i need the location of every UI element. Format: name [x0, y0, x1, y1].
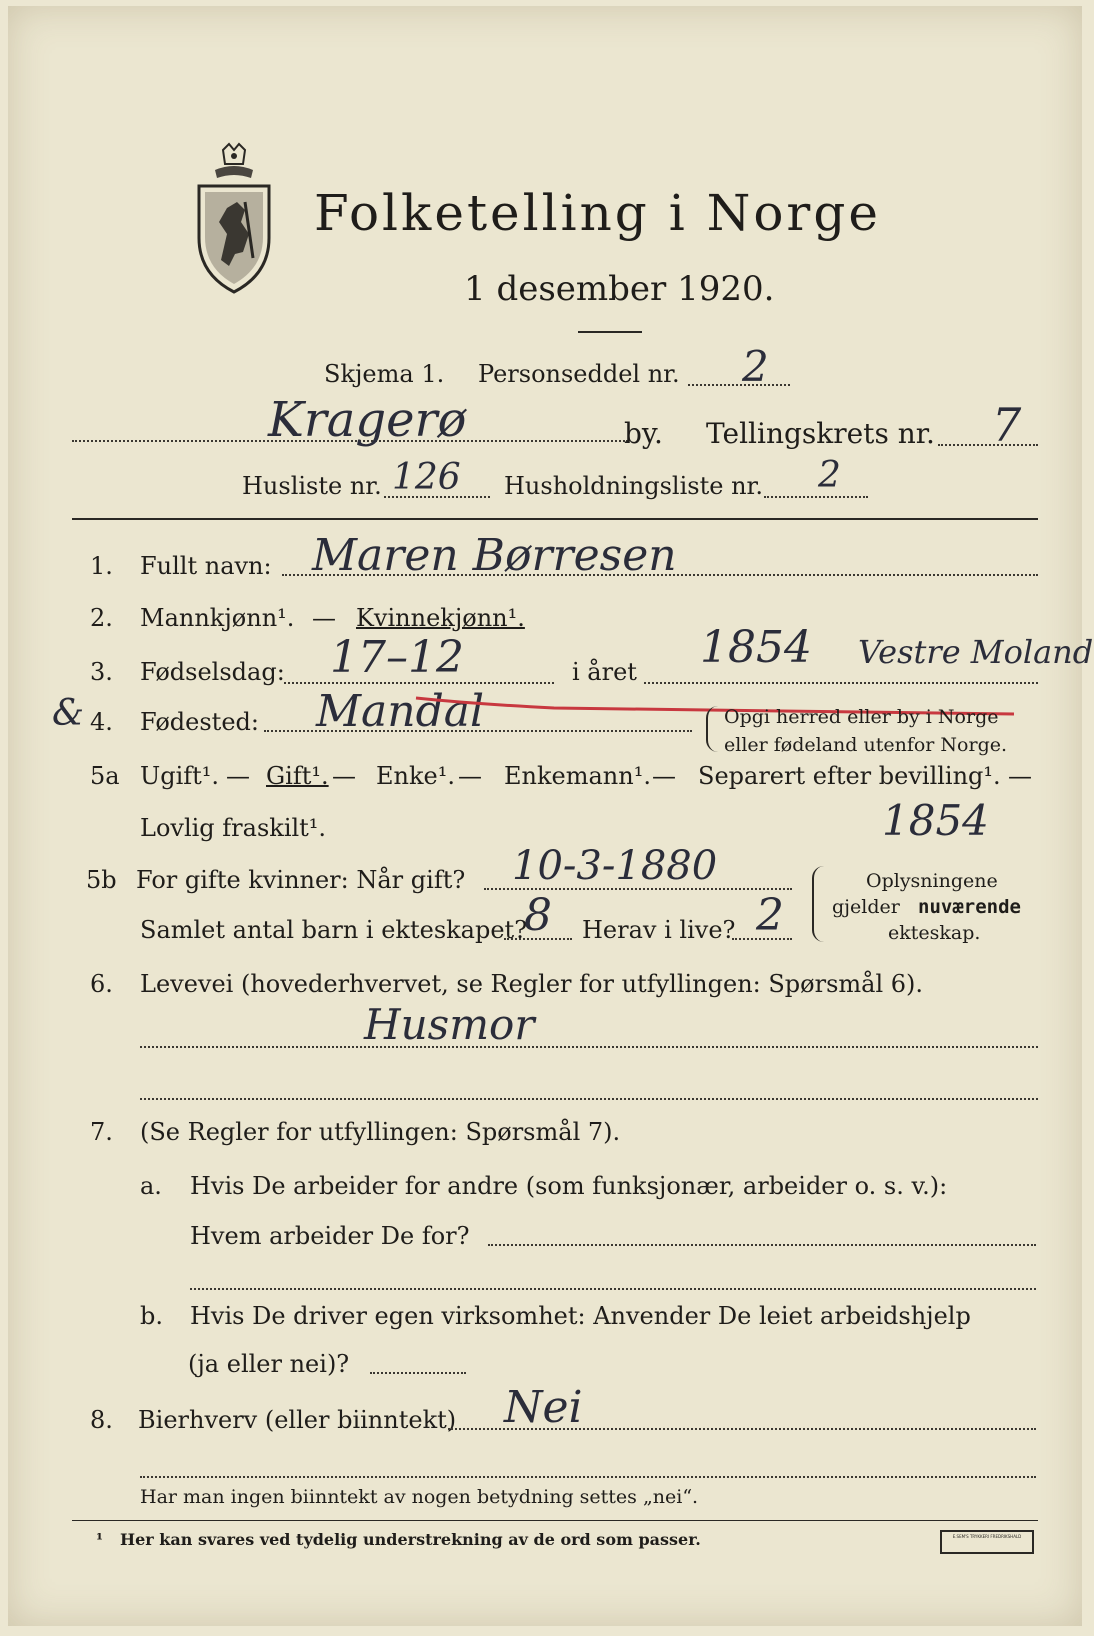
q5a-lovlig: Lovlig fraskilt¹. [140, 814, 327, 842]
q5a-enke: Enke¹. [376, 762, 455, 790]
form-title: Folketelling i Norge [314, 184, 881, 242]
q4-margin-mark: & [52, 693, 85, 734]
q5a-dash-1: — [226, 762, 250, 790]
q6-line-2 [140, 1098, 1038, 1100]
q3-aaret-line [644, 682, 1038, 684]
q2-kvinne: Kvinnekjønn¹. [356, 604, 525, 632]
q6-occupation-value: Husmor [364, 1000, 535, 1049]
q5a-dash-5: — [1008, 762, 1032, 790]
q4-label: Fødested: [140, 708, 259, 736]
q5a-number: 5a [90, 762, 120, 790]
q7a-line-1 [488, 1244, 1036, 1246]
husholdning-line [764, 496, 868, 498]
q7b-line [370, 1372, 466, 1374]
q8-number: 8. [90, 1406, 113, 1434]
q5b-barn-label: Samlet antal barn i ekteskapet? [140, 916, 528, 944]
q7b-letter: b. [140, 1302, 163, 1330]
census-date: 1 desember 1920. [464, 269, 775, 309]
husliste-label: Husliste nr. [242, 472, 382, 500]
printer-stamp [940, 1530, 1034, 1554]
q2-dash: — [312, 604, 336, 632]
q7a-letter: a. [140, 1172, 162, 1200]
q4-note-brace [706, 706, 718, 752]
q5b-live-label: Herav i live? [582, 916, 736, 944]
husliste-value: 126 [392, 457, 461, 498]
q7-number: 7. [90, 1118, 113, 1146]
q3-label: Fødselsdag: [140, 658, 285, 686]
by-label: by. [624, 417, 663, 450]
q5a-gift: Gift¹. [266, 762, 329, 790]
q5b-note-line1: Oplysningene [866, 870, 998, 892]
q5a-dash-4: — [652, 762, 676, 790]
q4-birthplace-value: Mandal [316, 686, 485, 737]
skjema-label: Skjema 1. [324, 360, 445, 388]
q7-label: (Se Regler for utfyllingen: Spørsmål 7). [140, 1118, 621, 1146]
q7a-question: Hvem arbeider De for? [190, 1222, 470, 1250]
tellingskrets-line [938, 444, 1038, 446]
printer-text: E.SEM'S TRYKKERI FREDRIKSHALD [952, 1534, 1022, 1539]
q3-number: 3. [90, 658, 113, 686]
q6-label: Levevei (hovederhvervet, se Regler for utfyllingen: Spørsmål 6). [140, 970, 924, 998]
tellingskrets-label: Tellingskrets nr. [706, 417, 935, 450]
q6-number: 6. [90, 970, 113, 998]
q8-label: Bierhverv (eller biinntekt) [138, 1406, 457, 1434]
q1-name-value: Maren Børresen [312, 530, 677, 581]
q4-number: 4. [90, 708, 113, 736]
personseddel-value: 2 [742, 342, 769, 391]
q7b-text: Hvis De driver egen virksomhet: Anvender De leiet arbeidshjelp [190, 1302, 971, 1330]
personseddel-label: Personseddel nr. [478, 360, 680, 388]
q3-extra-value: Vestre Moland [858, 633, 1094, 671]
q7a-text: Hvis De arbeider for andre (som funksjonær, arbeider o. s. v.): [190, 1172, 948, 1200]
q1-label: Fullt navn: [140, 552, 272, 580]
q5b-gift-value: 10-3-1880 [512, 843, 718, 889]
q2-number: 2. [90, 604, 113, 632]
q3-aaret-label: i året [572, 658, 637, 686]
q5a-margin-year: 1854 [882, 796, 989, 845]
q5b-note-brace [812, 866, 824, 942]
q3-birthday-value: 17–12 [330, 632, 464, 683]
q5b-note-line2a: gjelder [832, 896, 900, 918]
husholdning-value: 2 [818, 455, 841, 496]
q5b-label: For gifte kvinner: Når gift? [136, 866, 466, 894]
q5b-note-line3: ekteskap. [888, 922, 981, 944]
q2-mann: Mannkjønn¹. [140, 604, 295, 632]
biinntekt-note: Har man ingen biinntekt av nogen betydning settes „nei“. [140, 1486, 699, 1508]
q5a-dash-2: — [332, 762, 356, 790]
q5a-enkemann: Enkemann¹. [504, 762, 651, 790]
section-divider [72, 518, 1038, 520]
title-divider [578, 331, 642, 333]
coat-of-arms-icon [193, 142, 275, 302]
footnote-text: Her kan svares ved tydelig understrekning av de ord som passer. [120, 1530, 701, 1549]
q5b-number: 5b [86, 866, 117, 894]
tellingskrets-value: 7 [992, 398, 1022, 452]
q5a-dash-3: — [458, 762, 482, 790]
personseddel-line [688, 384, 790, 386]
q5b-barn-value: 8 [524, 890, 552, 941]
q7b-question: (ja eller nei)? [188, 1350, 350, 1378]
q8-value: Nei [504, 1382, 583, 1433]
q5a-separert: Separert efter bevilling¹. [698, 762, 1001, 790]
husholdning-label: Husholdningsliste nr. [504, 472, 763, 500]
q5b-live-value: 2 [756, 890, 784, 941]
q1-number: 1. [90, 552, 113, 580]
q4-note-line1: Opgi herred eller by i Norge [724, 706, 999, 728]
q8-line-2 [140, 1476, 1036, 1478]
footnote-divider [72, 1520, 1038, 1521]
city-value: Kragerø [268, 392, 467, 448]
q4-note-line2: eller fødeland utenfor Norge. [724, 734, 1008, 756]
q6-line-1 [140, 1046, 1038, 1048]
q5a-ugift: Ugift¹. [140, 762, 220, 790]
footnote-mark: ¹ [96, 1530, 104, 1549]
q3-year-value: 1854 [700, 622, 812, 673]
q7a-line-2 [190, 1288, 1036, 1290]
q5b-note-line2b: nuværende [918, 896, 1021, 918]
